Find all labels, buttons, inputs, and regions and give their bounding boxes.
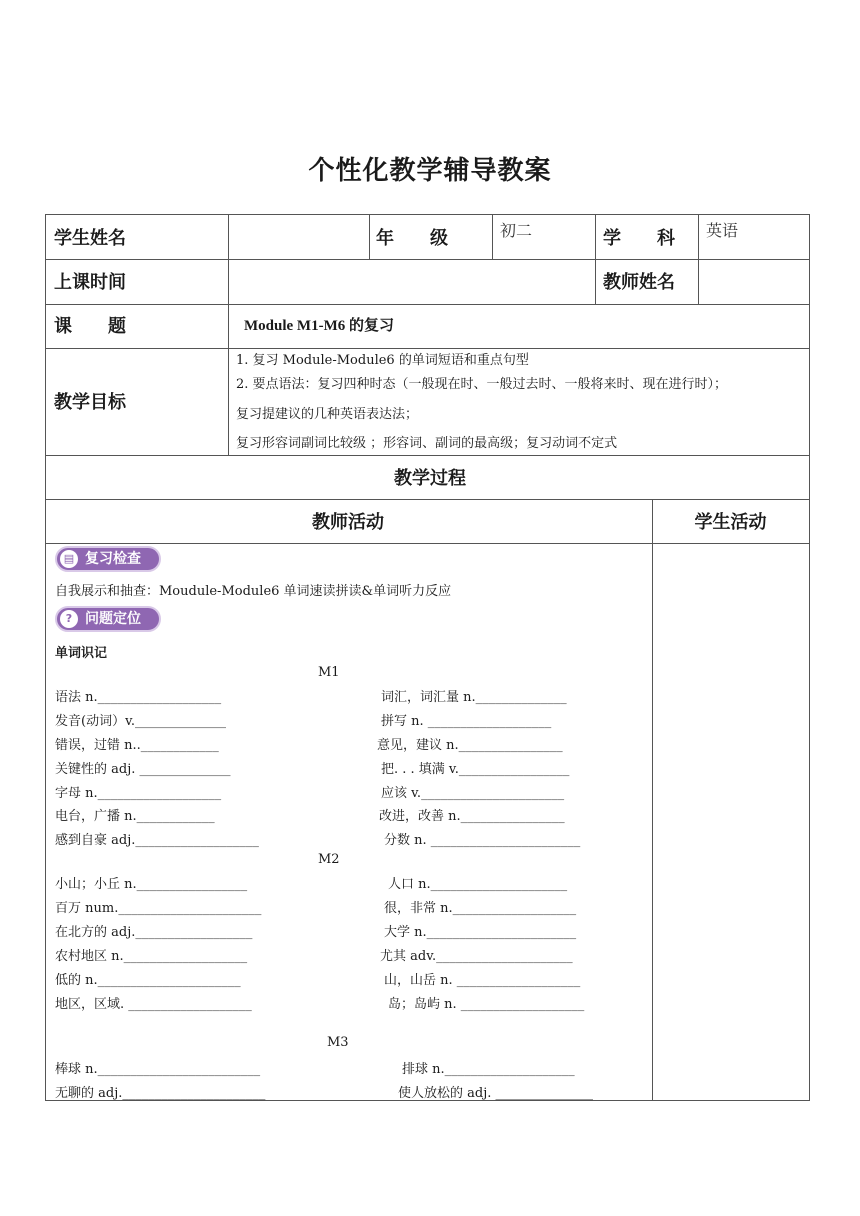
question-icon: ? [60, 610, 78, 628]
vocab-item: 排球 n.____________________ [402, 1062, 575, 1077]
col-divider [369, 215, 370, 259]
teacher-activity-header: 教师活动 [312, 512, 384, 533]
vocab-item: 改进，改善 n.________________ [379, 809, 565, 824]
vocab-item: 词汇，词汇量 n.______________ [381, 690, 567, 705]
vocab-item: 很，非常 n.___________________ [384, 901, 577, 916]
teacher-name-label: 教师姓名 [603, 272, 675, 293]
vocab-item: 百万 num.______________________ [55, 901, 262, 916]
module-title: M2 [318, 852, 340, 867]
vocab-item: 分数 n. _______________________ [384, 833, 581, 848]
row-divider [46, 304, 809, 305]
vocab-item: 字母 n.___________________ [55, 786, 222, 801]
module-title: M1 [318, 665, 340, 680]
vocab-item: 使人放松的 adj. _______________ [398, 1086, 594, 1101]
goal-line: 1. 复习 Module-Module6 的单词短语和重点句型 [236, 353, 529, 368]
goal-line: 复习提建议的几种英语表达法； [236, 407, 419, 422]
vocab-item: 拼写 n. ___________________ [381, 714, 552, 729]
student-name-label: 学生姓名 [54, 228, 126, 249]
goal-line: 复习形容词副词比较级 ；形容词、副词的最高级；复习动词不定式 [236, 436, 618, 451]
vocab-item: 电台，广播 n.____________ [55, 809, 215, 824]
row-divider [46, 499, 809, 500]
lesson-plan-table [45, 214, 810, 1101]
vocab-item: 大学 n._______________________ [384, 925, 577, 940]
row-divider [46, 259, 809, 260]
vocab-heading: 单词识记 [55, 646, 108, 661]
vocab-item: 感到自豪 adj.___________________ [55, 833, 259, 848]
vocab-item: 山，山岳 n. ___________________ [384, 973, 581, 988]
vocab-item: 意见，建议 n.________________ [377, 738, 563, 753]
vocab-item: 尤其 adv._____________________ [380, 949, 573, 964]
grade-value: 初二 [500, 221, 533, 240]
document-icon: ▤ [60, 550, 78, 568]
vocab-item: 应该 v.______________________ [381, 786, 565, 801]
process-header: 教学过程 [394, 468, 466, 489]
page-title: 个性化教学辅导教案 [308, 156, 552, 186]
review-badge [55, 546, 161, 572]
student-activity-header: 学生活动 [694, 512, 767, 533]
subject-label: 学 科 [603, 228, 675, 249]
col-divider [492, 215, 493, 259]
vocab-item: 错误，过错 n..____________ [55, 738, 219, 753]
vocab-item: 低的 n.______________________ [55, 973, 241, 988]
topic-value: Module M1-M6 的复习 [244, 318, 394, 334]
review-badge-label: 复习检查 [85, 551, 141, 567]
module-title: M3 [327, 1035, 349, 1050]
col-divider [698, 215, 699, 304]
topic-label: 课 题 [54, 316, 126, 337]
class-time-label: 上课时间 [54, 272, 126, 293]
locate-badge-label: 问题定位 [85, 611, 141, 627]
vocab-item: 无聊的 adj.______________________ [55, 1086, 266, 1101]
vocab-item: 关键性的 adj. ______________ [55, 762, 231, 777]
row-divider [46, 543, 809, 544]
col-divider [652, 499, 653, 1100]
vocab-item: 棒球 n._________________________ [55, 1062, 261, 1077]
vocab-item: 把. . . 填满 v._________________ [381, 762, 570, 777]
col-divider [595, 215, 596, 304]
row-divider [46, 455, 809, 456]
vocab-item: 在北方的 adj.__________________ [55, 925, 253, 940]
subject-value: 英语 [706, 221, 739, 240]
goal-label: 教学目标 [54, 392, 126, 413]
vocab-item: 小山；小丘 n._________________ [55, 877, 248, 892]
goal-line: 2. 要点语法：复习四种时态（一般现在时、一般过去时、一般将来时、现在进行时）； [236, 377, 728, 392]
vocab-item: 语法 n.___________________ [55, 690, 222, 705]
locate-badge [55, 606, 161, 632]
vocab-item: 农村地区 n.___________________ [55, 949, 248, 964]
col-divider [228, 215, 229, 455]
vocab-item: 地区，区域. ___________________ [55, 997, 252, 1012]
grade-label: 年 级 [376, 228, 448, 249]
vocab-item: 发音(动词）v.______________ [55, 714, 227, 729]
vocab-item: 岛；岛屿 n. ___________________ [388, 997, 585, 1012]
review-text: 自我展示和抽查：Moudule-Module6 单词速读拼读&单词听力反应 [55, 584, 452, 599]
vocab-item: 人口 n._____________________ [388, 877, 568, 892]
